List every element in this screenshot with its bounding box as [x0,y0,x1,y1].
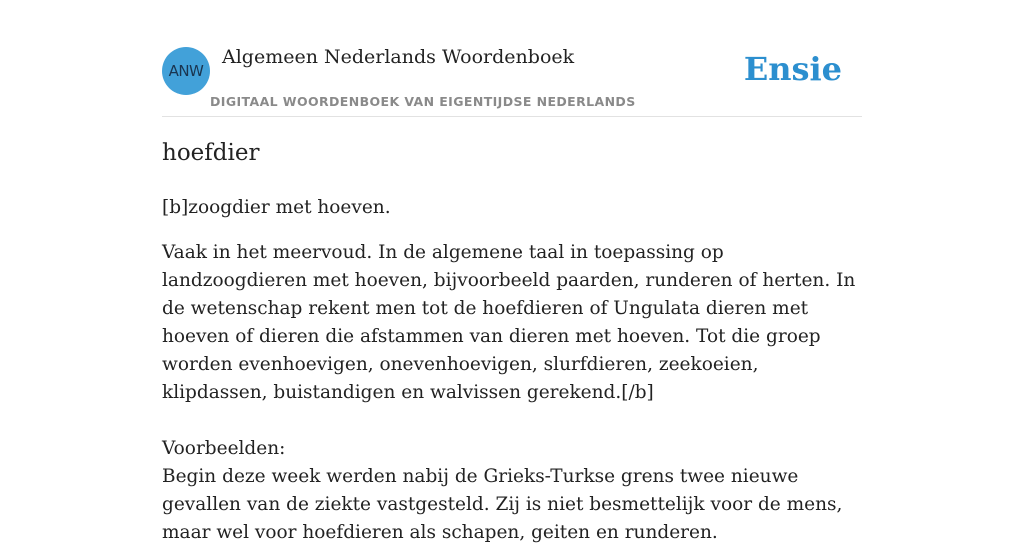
site-header [162,0,862,117]
anw-logo[interactable] [162,47,210,95]
example-sentence: Begin deze week werden nabij de Grieks-Turkse grens twee nieuwe gevallen van de ziekte vastgesteld. Zij is niet besmettelijk voor de mens, maar wel voor hoefdieren als schapen, geiten en runderen. [162,466,843,543]
site-title[interactable]: Algemeen Nederlands Woordenboek [222,46,575,68]
site-subtitle: DIGITAAL WOORDENBOEK VAN EIGENTIJDSE NEDERLANDS [210,94,636,109]
entry-body [162,239,862,547]
page [162,0,862,543]
logo-text: ANW [168,62,204,80]
entry-description: Vaak in het meervoud. In de algemene taal in toepassing op landzoogdieren met hoeven, bijvoorbeeld paarden, runderen of herten. In de wetenschap rekent men tot de hoefdieren of Ungulata dieren met hoeven of dieren die afstammen van dieren met hoeven. Tot die groep worden evenhoevigen, onevenhoevigen, slurfdieren, zeekoeien, klipdassen, buistandigen en walvissen gerekend.[/b] [162,242,856,403]
examples-label: Voorbeelden: [162,438,286,459]
ensie-brand-link[interactable]: Ensie [743,50,842,88]
paragraph-gap [162,407,862,435]
short-definition: [b]zoogdier met hoeven. [162,197,391,218]
entry-title: hoefdier [162,140,260,166]
